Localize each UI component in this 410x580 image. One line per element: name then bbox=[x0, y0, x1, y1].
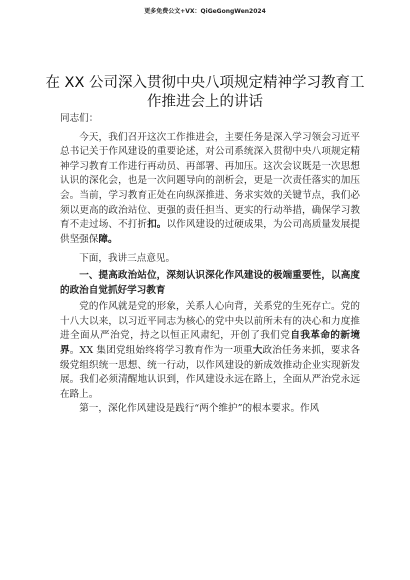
paragraph-intro-tail: 以作风建设的过硬成果，为公司高质量发展提供坚强保 bbox=[60, 219, 361, 245]
paragraph-section1-text-a: 党的作风就是党的形象，关系人心向背，关系党的生死存亡。党的十八大以来，以习近平同志为核心的党中央以前所未有的决心和力度推进全面从严治党，持之以恒正风肃纪，开创了我们党 bbox=[60, 301, 360, 342]
paragraph-section1-text-b: 。XX 集团党组始终将学习教育作为一项重 bbox=[69, 344, 253, 356]
paragraph-section1-bold2: 大 bbox=[252, 344, 263, 356]
paragraph-outline: 下面，我讲三点意见。 bbox=[79, 253, 176, 265]
header-note: 更多免费公文+VX：QiGeGongWen2024 bbox=[144, 8, 266, 15]
section-heading-1: 一、提高政治站位，深刻认识深化作风建设的极端重要性，以高度的政治自觉抓好学习教育 bbox=[60, 269, 360, 296]
paragraph-section1 bbox=[60, 300, 360, 402]
paragraph-section1-bold: 自我革命的新境界 bbox=[60, 330, 361, 356]
paragraph-intro-bold-end: 障。 bbox=[98, 233, 118, 245]
paragraph-section1-text-c: 政治任务来抓，要求各级党组织统一思想、统一行动，以作风建设的新成效推动企业实现新发展。我们必须清醒地认识到，作风建设永远在路上，全面从严治党永远在路上。 bbox=[60, 344, 361, 400]
greeting: 同志们： bbox=[60, 113, 99, 124]
document-title: 在 XX 公司深入贯彻中央八项规定精神学习教育工作推进会上的讲话 bbox=[45, 75, 365, 110]
paragraph-intro-bold: 扣。 bbox=[147, 219, 167, 231]
paragraph-first-point: 第一，深化作风建设是践行“两个维护”的根本要求。作风 bbox=[79, 403, 320, 415]
paragraph-intro bbox=[60, 131, 360, 248]
paragraph-intro-text: 今天，我们召开这次工作推进会，主要任务是深入学习领会习近平总书记关于作风建设的重要论述，对公司系统深入贯彻中央八项规定精神学习教育工作进行再动员、再部署、再加压。这次会议既是一次思想认识的深化会，也是一次问题导向的剖析会，更是一次责任落实的加压会。当前，学习教育正处在向纵深推进、务求实效的关键节点，我们必须以更高的政治站位、更强的责任担当、更实的行动举措，确保学习教育不走过场、不打折 bbox=[60, 131, 360, 231]
document-body bbox=[60, 112, 360, 417]
